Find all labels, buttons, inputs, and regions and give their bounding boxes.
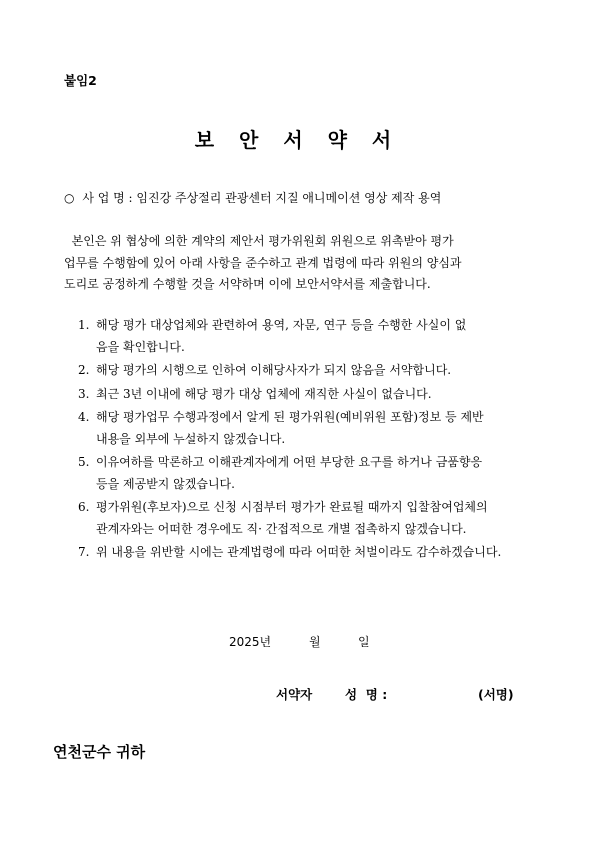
item-number: 6. [78,500,90,514]
item-text-line: 내용을 외부에 누설하지 않겠습니다. [96,431,286,446]
item-text-line: 위 내용을 위반할 시에는 관계법령에 따라 어떠한 처벌이라도 감수하겠습니다. [96,545,502,559]
intro-line: 본인은 위 협상에 의한 계약의 제안서 평가위원회 위원으로 위촉받아 평가 [64,234,454,248]
date-day: 일 [358,635,370,649]
item-text-line: 최근 3년 이내에 해당 평가 대상 업체에 재직한 사실이 없습니다. [96,386,432,401]
attachment-label: 붙임2 [64,73,97,88]
name-label: 성 명 : [345,687,388,702]
item-number: 4. [78,410,90,424]
pledge-items-list [78,315,533,566]
item-text-line: 해당 평가의 시행으로 인하여 이해당사자가 되지 않음을 서약합니다. [96,363,452,377]
project-name-line [64,189,441,206]
recipient-line: 연천군수 귀하 [53,743,146,761]
document-title: 보 안 서 약 서 [194,128,401,152]
pledge-item [78,542,533,564]
signature-label: (서명) [478,687,514,702]
date-year: 2025년 [229,635,272,649]
item-number: 2. [78,363,90,377]
pledge-item [78,407,533,450]
item-text-line: 관계자와는 어떠한 경우에도 직· 간접적으로 개별 접촉하지 않겠습니다. [96,521,467,536]
item-number: 7. [78,545,90,559]
pledge-item [78,497,533,540]
pledge-item [78,452,533,495]
item-text-line: 등을 제공받지 않겠습니다. [96,476,235,491]
item-number: 5. [78,455,90,469]
project-name-text: 사 업 명 : 임진강 주상절리 관광센터 지질 애니메이션 영상 제작 용역 [82,191,442,205]
item-text-line: 해당 평가업무 수행과정에서 알게 된 평가위원(예비위원 포함)정보 등 제반 [96,410,484,424]
pledge-item [78,315,533,358]
pledger-label: 서약자 [276,687,313,702]
circle-bullet-icon: ○ [64,191,75,205]
item-text-line: 음을 확인합니다. [96,339,185,354]
pledge-item [78,384,533,406]
item-text-line: 평가위원(후보자)으로 신청 시점부터 평가가 완료될 때까지 입찰참여업체의 [96,500,488,514]
item-text-line: 해당 평가 대상업체와 관련하여 용역, 자문, 연구 등을 수행한 사실이 없 [96,318,467,332]
item-number: 1. [78,318,90,332]
intro-line: 도리로 공정하게 수행할 것을 서약하며 이에 보안서약서를 제출합니다. [64,277,431,291]
item-text-line: 이유여하를 막론하고 이해관계자에게 어떤 부당한 요구를 하거나 금품향응 [96,455,483,469]
item-number: 3. [78,386,90,401]
intro-line: 업무를 수행함에 있어 아래 사항을 준수하고 관계 법령에 따라 위원의 양심과 [64,255,462,270]
date-month: 월 [309,635,321,649]
pledge-item [78,360,533,382]
intro-paragraph [64,231,532,296]
